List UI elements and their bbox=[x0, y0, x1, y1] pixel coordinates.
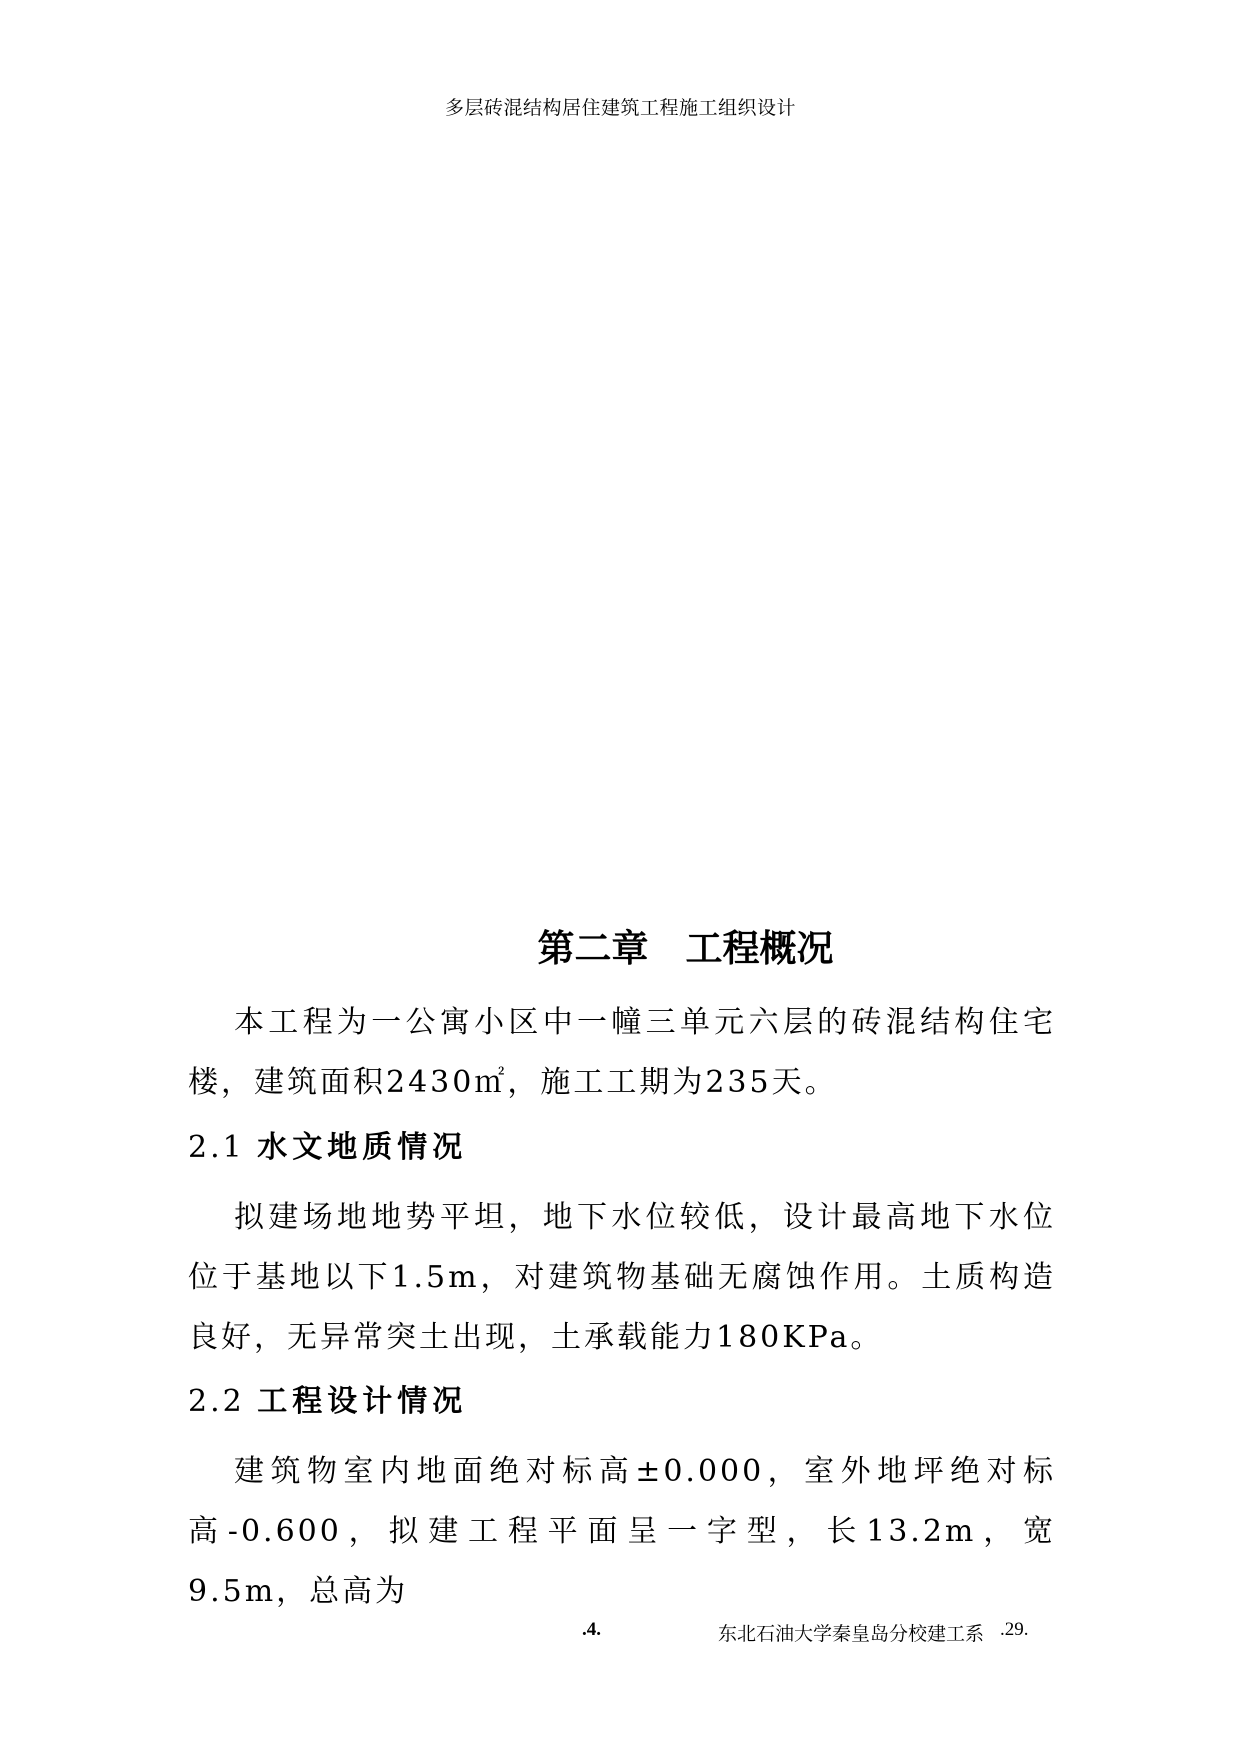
intro-paragraph: 本工程为一公寓小区中一幢三单元六层的砖混结构住宅楼，建筑面积2430㎡，施工工期为235天。 bbox=[188, 1005, 1056, 1100]
running-header: 多层砖混结构居住建筑工程施工组织设计 bbox=[444, 97, 796, 119]
section-heading-2-2 bbox=[188, 1376, 467, 1420]
section-number: 2.2 bbox=[188, 1384, 245, 1419]
chapter-title: 第二章 工程概况 bbox=[537, 927, 834, 970]
section-2-1-paragraph: 拟建场地地势平坦，地下水位较低，设计最高地下水位位于基地以下1.5m，对建筑物基础无腐蚀作用。土质构造良好，无异常突土出现，土承载能力180KPa。 bbox=[188, 1200, 1056, 1355]
section-title: 水文地质情况 bbox=[257, 1130, 468, 1165]
section-title: 工程设计情况 bbox=[257, 1384, 468, 1419]
section-heading-2-1 bbox=[188, 1122, 467, 1166]
page-number-left: .4. bbox=[582, 1619, 601, 1640]
section-number: 2.1 bbox=[188, 1130, 245, 1165]
section-2-2-paragraph: 建筑物室内地面绝对标高±0.000，室外地坪绝对标高-0.600，拟建工程平面呈一字型，长13.2m，宽9.5m，总高为 bbox=[188, 1454, 1056, 1609]
footer-school-name: 东北石油大学秦皇岛分校建工系 bbox=[718, 1624, 985, 1645]
page-number-right: .29. bbox=[1000, 1619, 1029, 1640]
